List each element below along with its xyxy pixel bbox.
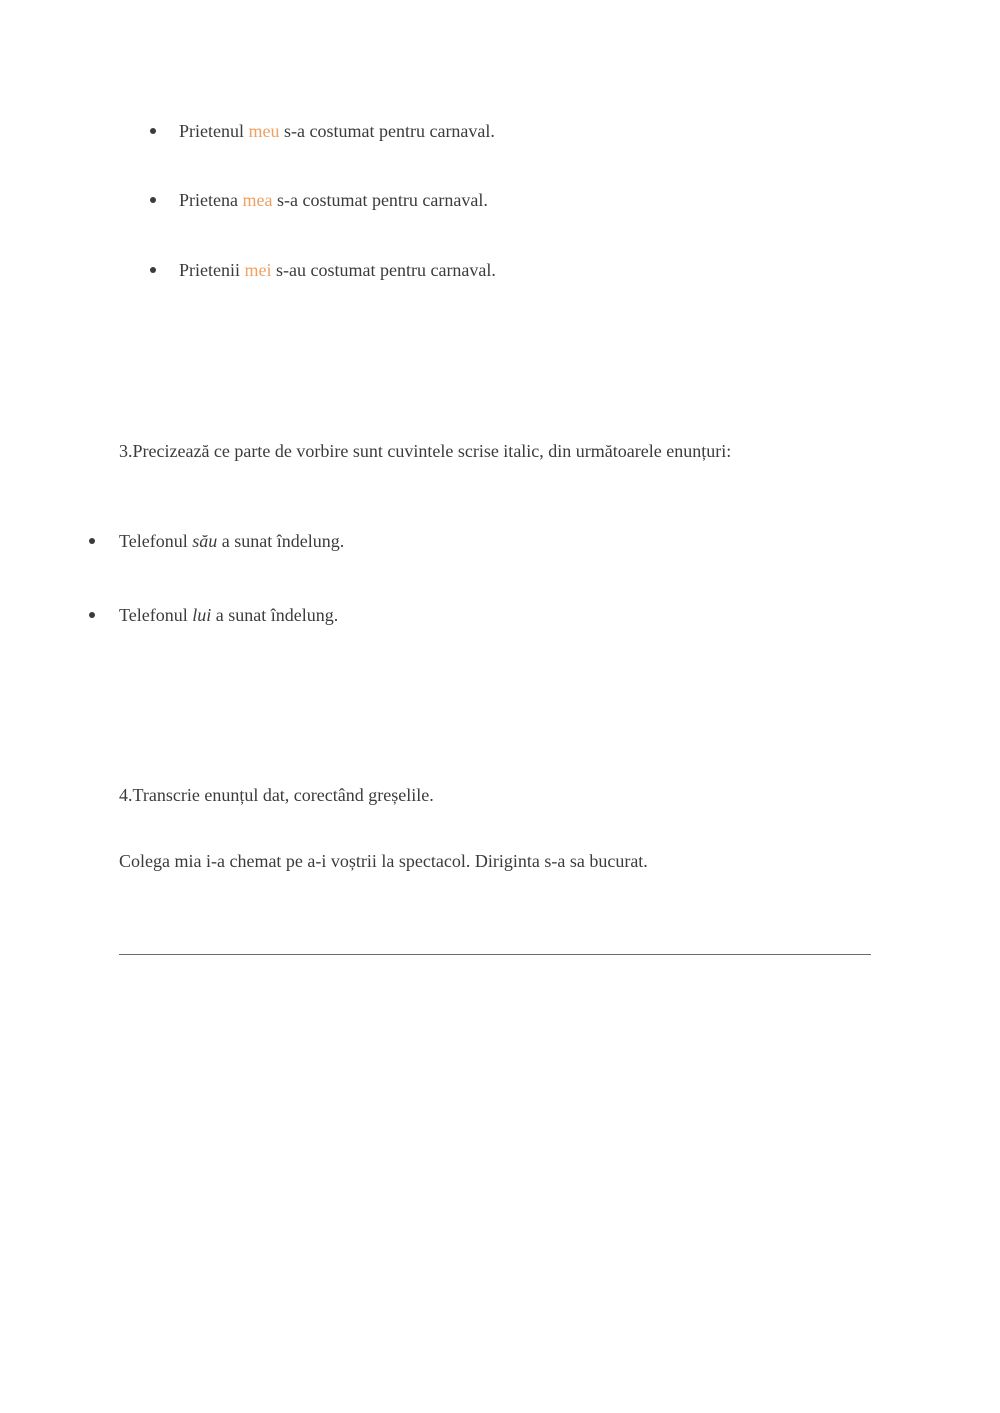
list-item-1-highlight: meu bbox=[248, 121, 280, 141]
list-item-1 bbox=[179, 120, 495, 142]
list-item-1-before: Prietenul bbox=[179, 121, 249, 141]
list-item-2-highlight: mea bbox=[242, 190, 273, 210]
answer-line[interactable] bbox=[119, 954, 871, 955]
list-item-5-after: a sunat îndelung. bbox=[211, 605, 339, 625]
list-item-5 bbox=[119, 604, 338, 626]
list-item-5-before: Telefonul bbox=[119, 605, 193, 625]
list-item-3-highlight: mei bbox=[244, 260, 272, 280]
bullet-1 bbox=[150, 128, 156, 134]
list-item-2 bbox=[179, 189, 488, 211]
list-item-4-italic: său bbox=[192, 531, 218, 551]
list-item-5-italic: lui bbox=[192, 605, 212, 625]
list-item-2-before: Prietena bbox=[179, 190, 243, 210]
exercise-4-sentence: Colega mia i-a chemat pe a-i voștrii la spectacol. Diriginta s-a sa bucurat. bbox=[119, 851, 648, 871]
exercise-4-title: 4.Transcrie enunțul dat, corectând greșelile. bbox=[119, 785, 434, 805]
bullet-2 bbox=[150, 197, 156, 203]
bullet-3 bbox=[150, 267, 156, 273]
list-item-3-after: s-au costumat pentru carnaval. bbox=[271, 260, 496, 280]
list-item-3 bbox=[179, 259, 496, 281]
bullet-5 bbox=[89, 612, 95, 618]
list-item-2-after: s-a costumat pentru carnaval. bbox=[272, 190, 488, 210]
bullet-4 bbox=[89, 538, 95, 544]
list-item-1-after: s-a costumat pentru carnaval. bbox=[279, 121, 495, 141]
exercise-3-title: 3.Precizează ce parte de vorbire sunt cuvintele scrise italic, din următoarele enunțuri: bbox=[119, 441, 732, 461]
list-item-4-before: Telefonul bbox=[119, 531, 193, 551]
list-item-4-after: a sunat îndelung. bbox=[217, 531, 345, 551]
list-item-3-before: Prietenii bbox=[179, 260, 245, 280]
list-item-4 bbox=[119, 530, 344, 552]
